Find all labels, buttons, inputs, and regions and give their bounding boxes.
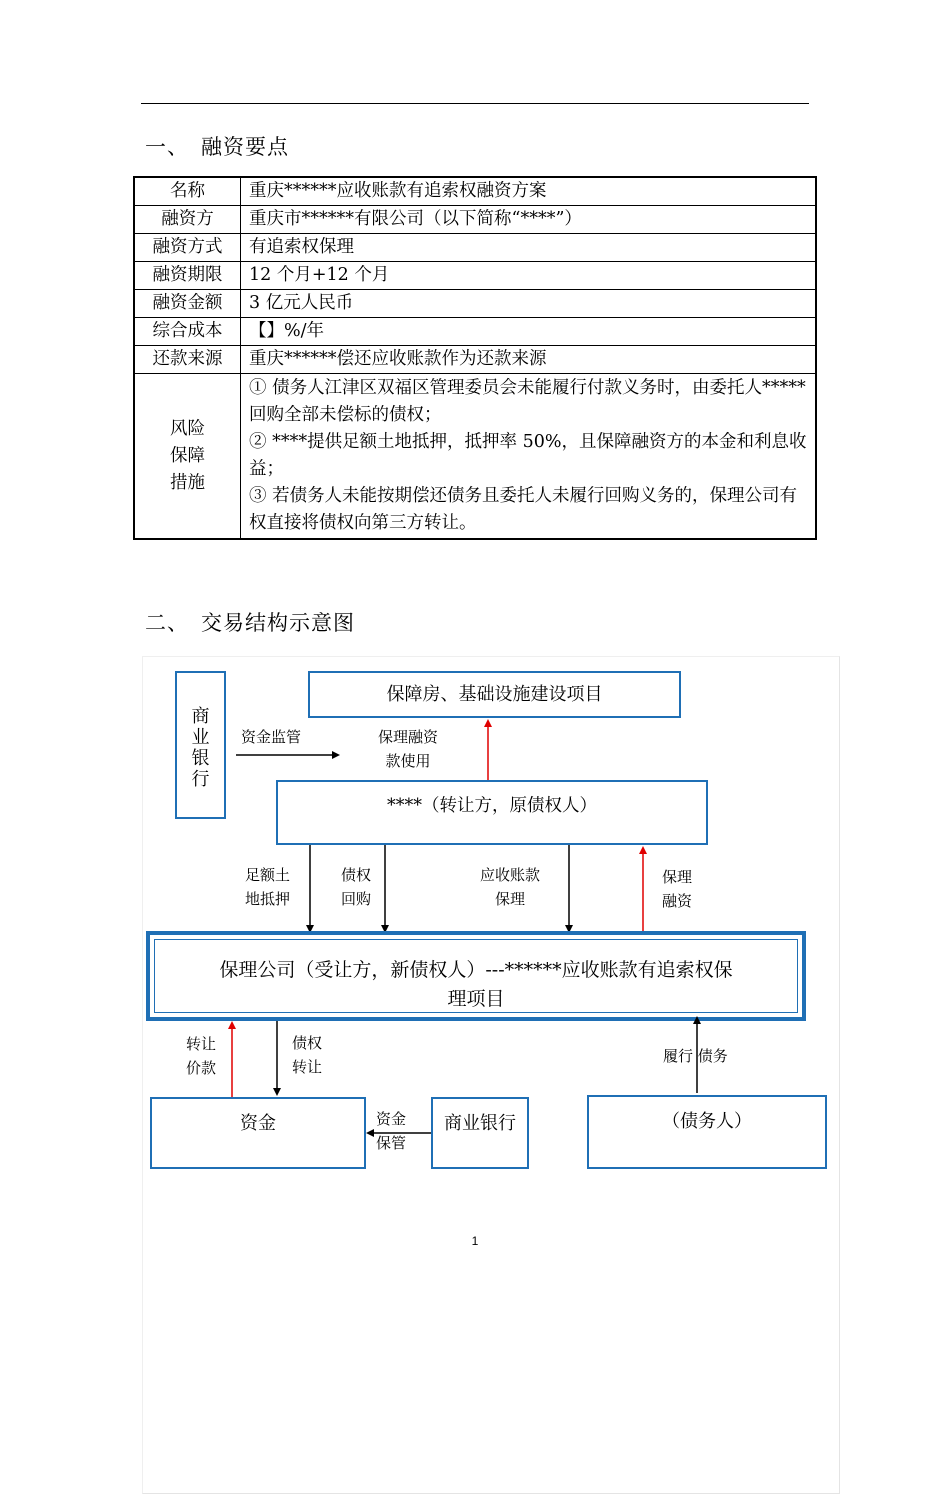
land-mortgage-arrow	[305, 845, 315, 935]
factoring-use-line: 保理融资	[378, 728, 439, 746]
table-row	[134, 318, 816, 346]
bank-char: 行	[191, 769, 210, 790]
row-value: 重庆******应收账款有追索权融资方案	[241, 177, 817, 206]
factoring-financing-line: 保理	[662, 868, 693, 886]
debtor-box-text: （债务人）	[662, 1111, 752, 1132]
table-row	[134, 206, 816, 234]
project-box	[308, 671, 681, 718]
bank-vertical-box	[175, 671, 226, 819]
receivable-factoring-line: 保理	[495, 890, 526, 908]
factor-box-line: 理项目	[447, 988, 505, 1010]
row-value: 3 亿元人民币	[241, 290, 817, 318]
bank-char: 业	[191, 727, 210, 748]
table-row	[134, 177, 816, 206]
section-2-title	[145, 607, 355, 637]
row-label: 融资方	[134, 206, 241, 234]
table-row	[134, 290, 816, 318]
funds-box-text: 资金	[240, 1113, 276, 1134]
fund-supervision-arrow	[236, 750, 342, 760]
debt-transfer-arrow	[272, 1021, 282, 1098]
red-arrow-transfer-price	[227, 1021, 237, 1098]
row-label: 融资期限	[134, 262, 241, 290]
risk-label-line: 措施	[170, 472, 205, 493]
section-2-number: 二、	[145, 611, 189, 635]
fund-custody-line: 资金	[376, 1110, 407, 1128]
factor-box-line: 保理公司（受让方，新债权人）---******应收账款有追索权保	[219, 959, 733, 981]
receivable-factoring-label	[480, 863, 540, 911]
bank-box-text: 商业银行	[444, 1113, 516, 1134]
section-1-number: 一、	[145, 135, 189, 159]
transferor-box-text: ****（转让方，原债权人）	[387, 796, 597, 816]
debt-buyback-line: 回购	[341, 890, 372, 908]
debtor-box	[587, 1095, 827, 1169]
page-number: 1	[471, 1234, 479, 1248]
receivable-factoring-arrow	[564, 845, 574, 935]
bank-char: 商	[191, 706, 210, 727]
header-rule	[141, 103, 809, 104]
row-label: 融资金额	[134, 290, 241, 318]
risk-item: ② ****提供足额土地抵押，抵押率 50%，且保障融资方的本金和利息收益；	[249, 432, 807, 479]
red-arrow-project	[483, 719, 493, 781]
table-row	[134, 234, 816, 262]
transfer-price-line: 转让	[186, 1035, 217, 1053]
row-value: 重庆市******有限公司（以下简称“****”）	[241, 206, 817, 234]
risk-label-line: 保障	[170, 445, 205, 466]
financing-table	[133, 176, 817, 540]
risk-label-line: 风险	[170, 418, 205, 439]
row-value: 重庆******偿还应收账款作为还款来源	[241, 346, 817, 374]
factoring-financing-line: 融资	[662, 892, 693, 910]
debt-buyback-label	[341, 863, 371, 911]
row-label: 综合成本	[134, 318, 241, 346]
fund-custody-line: 保管	[376, 1134, 407, 1152]
risk-item: ③ 若债务人未能按期偿还债务且委托人未履行回购义务的，保理公司有权直接将债权向第三方转让。	[249, 486, 798, 533]
funds-box	[150, 1097, 366, 1169]
row-label: 名称	[134, 177, 241, 206]
factoring-use-line: 款使用	[385, 752, 431, 770]
risk-item: ① 债务人江津区双福区管理委员会未能履行付款义务时，由委托人*****回购全部未偿标的债权；	[249, 378, 806, 425]
debt-buyback-line: 债权	[341, 866, 372, 884]
transfer-price-label	[186, 1032, 216, 1080]
red-arrow-factoring-financing	[638, 846, 648, 934]
debt-transfer-label	[292, 1031, 322, 1079]
risk-label	[134, 374, 241, 540]
factor-company-box	[146, 931, 806, 1021]
transferor-box	[276, 780, 708, 845]
fund-supervision-label: 资金监管	[241, 728, 302, 746]
section-1-text: 融资要点	[201, 135, 289, 159]
table-row	[134, 346, 816, 374]
bank-char: 银	[191, 748, 210, 769]
fund-custody-arrow	[366, 1128, 432, 1138]
row-value: 【】%/年	[241, 318, 817, 346]
section-2-text: 交易结构示意图	[201, 611, 355, 635]
land-mortgage-line: 地抵押	[245, 890, 291, 908]
row-value: 有追索权保理	[241, 234, 817, 262]
debt-transfer-line: 债权	[292, 1034, 323, 1052]
land-mortgage-label	[245, 863, 290, 911]
factoring-financing-label	[662, 865, 692, 913]
table-row	[134, 262, 816, 290]
factoring-use-label	[378, 725, 438, 773]
debt-buyback-arrow	[380, 845, 390, 935]
transfer-price-line: 价款	[186, 1059, 217, 1077]
perform-debt-label: 履行 债务	[663, 1047, 728, 1065]
receivable-factoring-line: 应收账款	[480, 866, 541, 884]
section-1-title	[145, 131, 289, 161]
debt-transfer-line: 转让	[292, 1058, 323, 1076]
row-label: 还款来源	[134, 346, 241, 374]
risk-measures	[241, 374, 817, 540]
bank-box	[431, 1097, 529, 1169]
row-value: 12 个月+12 个月	[241, 262, 817, 290]
project-box-text: 保障房、基础设施建设项目	[386, 684, 603, 705]
risk-row	[134, 374, 816, 540]
land-mortgage-line: 足额土	[245, 866, 291, 884]
row-label: 融资方式	[134, 234, 241, 262]
